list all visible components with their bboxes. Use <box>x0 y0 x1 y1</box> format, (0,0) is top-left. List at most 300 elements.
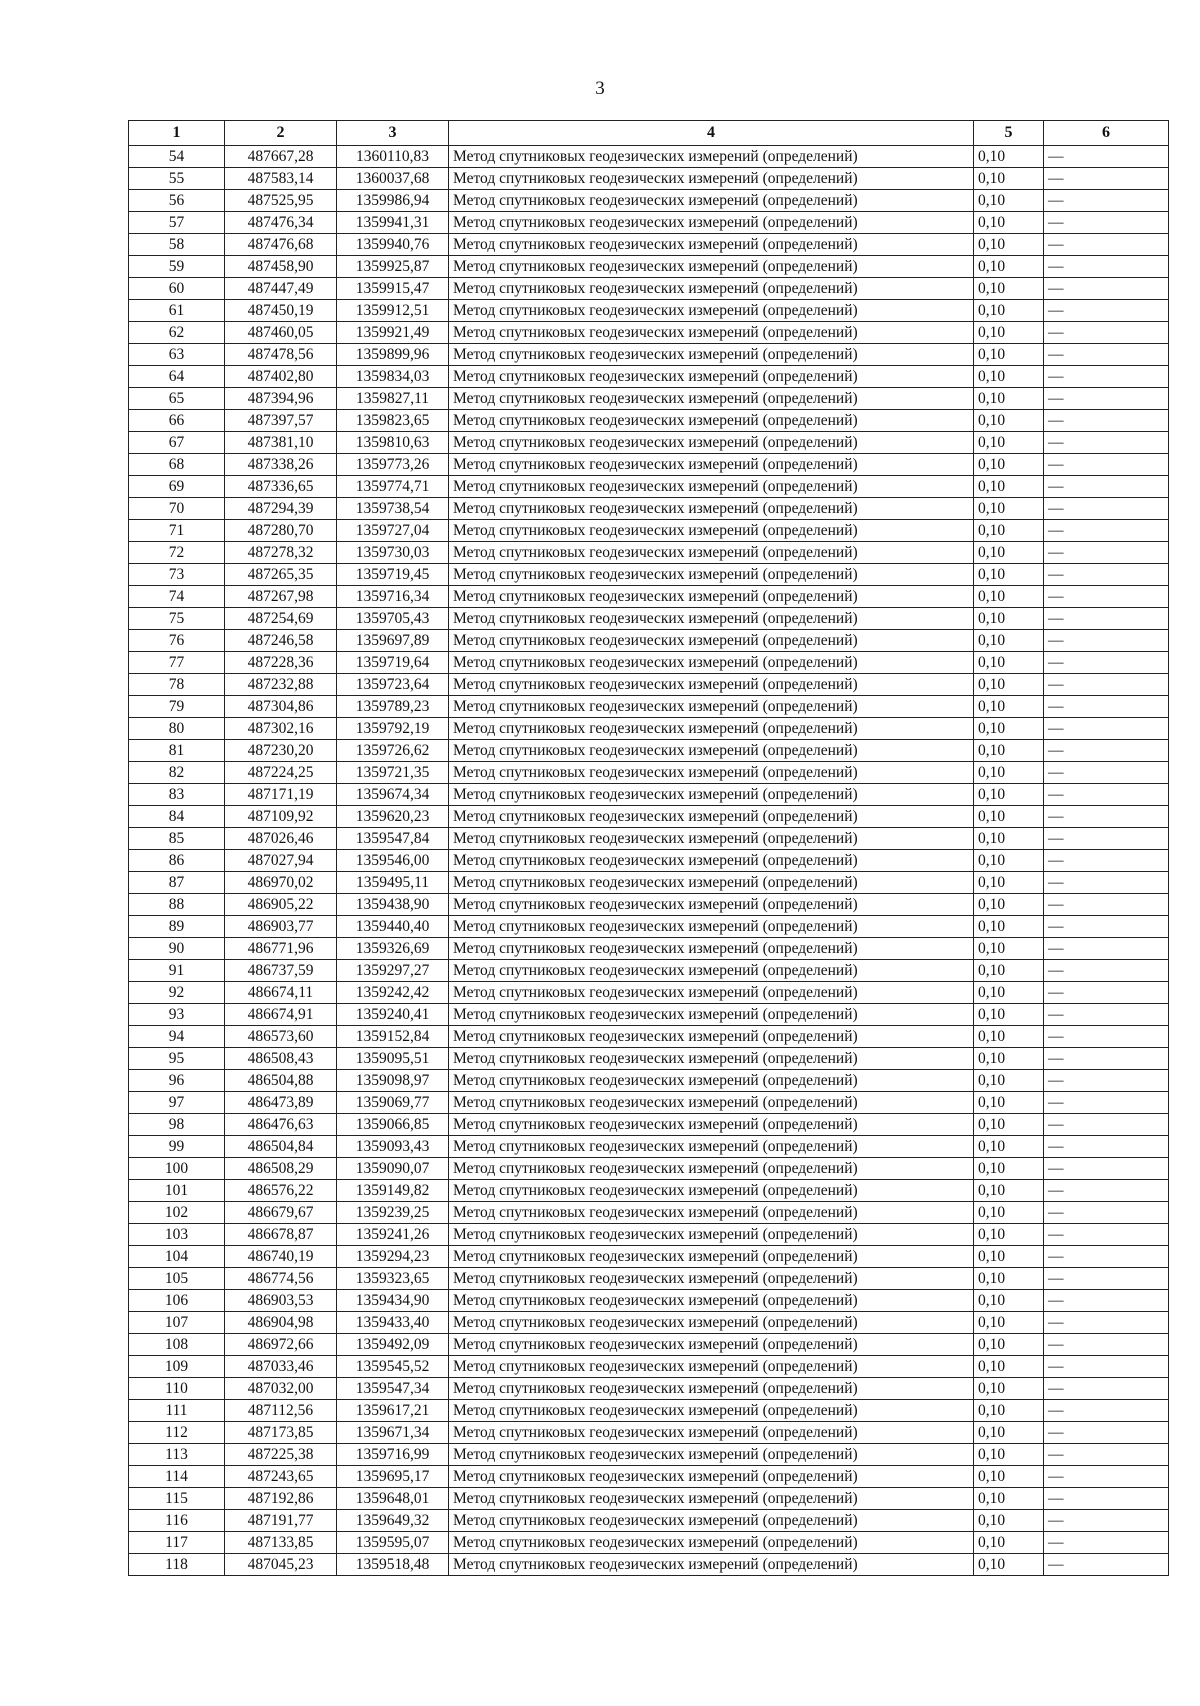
note-cell: — <box>1044 1532 1169 1554</box>
table-row <box>129 388 1169 410</box>
table-row <box>129 190 1169 212</box>
accuracy-cell: 0,10 <box>974 454 1044 476</box>
accuracy-cell: 0,10 <box>974 696 1044 718</box>
y-coordinate-cell: 1359434,90 <box>337 1290 449 1312</box>
x-coordinate-cell: 487027,94 <box>225 850 337 872</box>
note-cell: — <box>1044 1048 1169 1070</box>
x-coordinate-cell: 487230,20 <box>225 740 337 762</box>
point-number-cell: 74 <box>129 586 225 608</box>
y-coordinate-cell: 1359789,23 <box>337 696 449 718</box>
note-cell: — <box>1044 828 1169 850</box>
note-cell: — <box>1044 740 1169 762</box>
accuracy-cell: 0,10 <box>974 366 1044 388</box>
method-cell: Метод спутниковых геодезических измерений (определений) <box>449 1400 974 1422</box>
accuracy-cell: 0,10 <box>974 1356 1044 1378</box>
x-coordinate-cell: 486678,87 <box>225 1224 337 1246</box>
y-coordinate-cell: 1359940,76 <box>337 234 449 256</box>
y-coordinate-cell: 1359899,96 <box>337 344 449 366</box>
table-row <box>129 542 1169 564</box>
x-coordinate-cell: 487476,34 <box>225 212 337 234</box>
y-coordinate-cell: 1359066,85 <box>337 1114 449 1136</box>
method-cell: Метод спутниковых геодезических измерений (определений) <box>449 1290 974 1312</box>
point-number-cell: 79 <box>129 696 225 718</box>
point-number-cell: 92 <box>129 982 225 1004</box>
note-cell: — <box>1044 1026 1169 1048</box>
x-coordinate-cell: 487336,65 <box>225 476 337 498</box>
point-number-cell: 75 <box>129 608 225 630</box>
note-cell: — <box>1044 1510 1169 1532</box>
table-header <box>129 121 1169 146</box>
point-number-cell: 65 <box>129 388 225 410</box>
y-coordinate-cell: 1359773,26 <box>337 454 449 476</box>
table-row <box>129 212 1169 234</box>
y-coordinate-cell: 1359149,82 <box>337 1180 449 1202</box>
point-number-cell: 77 <box>129 652 225 674</box>
table-row <box>129 520 1169 542</box>
method-cell: Метод спутниковых геодезических измерений (определений) <box>449 1114 974 1136</box>
point-number-cell: 113 <box>129 1444 225 1466</box>
accuracy-cell: 0,10 <box>974 1334 1044 1356</box>
accuracy-cell: 0,10 <box>974 740 1044 762</box>
method-cell: Метод спутниковых геодезических измерений (определений) <box>449 1158 974 1180</box>
x-coordinate-cell: 486674,11 <box>225 982 337 1004</box>
x-coordinate-cell: 487583,14 <box>225 168 337 190</box>
table-row <box>129 894 1169 916</box>
y-coordinate-cell: 1359326,69 <box>337 938 449 960</box>
table-row <box>129 1312 1169 1334</box>
x-coordinate-cell: 486508,29 <box>225 1158 337 1180</box>
table-row <box>129 498 1169 520</box>
point-number-cell: 115 <box>129 1488 225 1510</box>
note-cell: — <box>1044 806 1169 828</box>
x-coordinate-cell: 487338,26 <box>225 454 337 476</box>
method-cell: Метод спутниковых геодезических измерений (определений) <box>449 300 974 322</box>
table-row <box>129 674 1169 696</box>
point-number-cell: 97 <box>129 1092 225 1114</box>
table-row <box>129 1422 1169 1444</box>
note-cell: — <box>1044 608 1169 630</box>
note-cell: — <box>1044 410 1169 432</box>
x-coordinate-cell: 487304,86 <box>225 696 337 718</box>
table-row <box>129 1180 1169 1202</box>
method-cell: Метод спутниковых геодезических измерений (определений) <box>449 1004 974 1026</box>
accuracy-cell: 0,10 <box>974 1092 1044 1114</box>
note-cell: — <box>1044 718 1169 740</box>
table-row <box>129 1246 1169 1268</box>
table-row <box>129 718 1169 740</box>
point-number-cell: 90 <box>129 938 225 960</box>
point-number-cell: 72 <box>129 542 225 564</box>
note-cell: — <box>1044 520 1169 542</box>
point-number-cell: 107 <box>129 1312 225 1334</box>
y-coordinate-cell: 1360110,83 <box>337 146 449 168</box>
note-cell: — <box>1044 1092 1169 1114</box>
y-coordinate-cell: 1359834,03 <box>337 366 449 388</box>
accuracy-cell: 0,10 <box>974 1510 1044 1532</box>
note-cell: — <box>1044 1224 1169 1246</box>
table-row <box>129 1092 1169 1114</box>
y-coordinate-cell: 1359152,84 <box>337 1026 449 1048</box>
accuracy-cell: 0,10 <box>974 1466 1044 1488</box>
point-number-cell: 73 <box>129 564 225 586</box>
method-cell: Метод спутниковых геодезических измерений (определений) <box>449 498 974 520</box>
note-cell: — <box>1044 586 1169 608</box>
y-coordinate-cell: 1359915,47 <box>337 278 449 300</box>
y-coordinate-cell: 1359716,34 <box>337 586 449 608</box>
point-number-cell: 54 <box>129 146 225 168</box>
table-row <box>129 146 1169 168</box>
point-number-cell: 98 <box>129 1114 225 1136</box>
method-cell: Метод спутниковых геодезических измерений (определений) <box>449 1092 974 1114</box>
y-coordinate-cell: 1359671,34 <box>337 1422 449 1444</box>
table-row <box>129 300 1169 322</box>
accuracy-cell: 0,10 <box>974 806 1044 828</box>
x-coordinate-cell: 487225,38 <box>225 1444 337 1466</box>
accuracy-cell: 0,10 <box>974 1070 1044 1092</box>
note-cell: — <box>1044 1356 1169 1378</box>
y-coordinate-cell: 1359492,09 <box>337 1334 449 1356</box>
x-coordinate-cell: 487460,05 <box>225 322 337 344</box>
method-cell: Метод спутниковых геодезических измерений (определений) <box>449 1268 974 1290</box>
accuracy-cell: 0,10 <box>974 1290 1044 1312</box>
table-row <box>129 1356 1169 1378</box>
point-number-cell: 55 <box>129 168 225 190</box>
method-cell: Метод спутниковых геодезических измерений (определений) <box>449 1224 974 1246</box>
point-number-cell: 101 <box>129 1180 225 1202</box>
note-cell: — <box>1044 190 1169 212</box>
note-cell: — <box>1044 1312 1169 1334</box>
accuracy-cell: 0,10 <box>974 1246 1044 1268</box>
table-row <box>129 1070 1169 1092</box>
method-cell: Метод спутниковых геодезических измерений (определений) <box>449 1510 974 1532</box>
table-row <box>129 1290 1169 1312</box>
point-number-cell: 104 <box>129 1246 225 1268</box>
method-cell: Метод спутниковых геодезических измерений (определений) <box>449 762 974 784</box>
method-cell: Метод спутниковых геодезических измерений (определений) <box>449 322 974 344</box>
y-coordinate-cell: 1359921,49 <box>337 322 449 344</box>
note-cell: — <box>1044 1070 1169 1092</box>
method-cell: Метод спутниковых геодезических измерений (определений) <box>449 894 974 916</box>
table-row <box>129 938 1169 960</box>
accuracy-cell: 0,10 <box>974 608 1044 630</box>
point-number-cell: 116 <box>129 1510 225 1532</box>
accuracy-cell: 0,10 <box>974 630 1044 652</box>
point-number-cell: 76 <box>129 630 225 652</box>
x-coordinate-cell: 487191,77 <box>225 1510 337 1532</box>
y-coordinate-cell: 1359090,07 <box>337 1158 449 1180</box>
method-cell: Метод спутниковых геодезических измерений (определений) <box>449 872 974 894</box>
table-row <box>129 1114 1169 1136</box>
x-coordinate-cell: 486679,67 <box>225 1202 337 1224</box>
y-coordinate-cell: 1359697,89 <box>337 630 449 652</box>
accuracy-cell: 0,10 <box>974 1268 1044 1290</box>
accuracy-cell: 0,10 <box>974 432 1044 454</box>
method-cell: Метод спутниковых геодезических измерений (определений) <box>449 278 974 300</box>
note-cell: — <box>1044 388 1169 410</box>
method-cell: Метод спутниковых геодезических измерений (определений) <box>449 366 974 388</box>
x-coordinate-cell: 487033,46 <box>225 1356 337 1378</box>
accuracy-cell: 0,10 <box>974 344 1044 366</box>
accuracy-cell: 0,10 <box>974 1158 1044 1180</box>
accuracy-cell: 0,10 <box>974 1026 1044 1048</box>
method-cell: Метод спутниковых геодезических измерений (определений) <box>449 938 974 960</box>
x-coordinate-cell: 486674,91 <box>225 1004 337 1026</box>
note-cell: — <box>1044 564 1169 586</box>
table-body <box>129 146 1169 1576</box>
point-number-cell: 110 <box>129 1378 225 1400</box>
x-coordinate-cell: 487171,19 <box>225 784 337 806</box>
method-cell: Метод спутниковых геодезических измерений (определений) <box>449 630 974 652</box>
accuracy-cell: 0,10 <box>974 1532 1044 1554</box>
table-row <box>129 1510 1169 1532</box>
method-cell: Метод спутниковых геодезических измерений (определений) <box>449 344 974 366</box>
y-coordinate-cell: 1359545,52 <box>337 1356 449 1378</box>
y-coordinate-cell: 1359069,77 <box>337 1092 449 1114</box>
x-coordinate-cell: 487032,00 <box>225 1378 337 1400</box>
method-cell: Метод спутниковых геодезических измерений (определений) <box>449 1334 974 1356</box>
method-cell: Метод спутниковых геодезических измерений (определений) <box>449 652 974 674</box>
method-cell: Метод спутниковых геодезических измерений (определений) <box>449 432 974 454</box>
table-row <box>129 322 1169 344</box>
method-cell: Метод спутниковых геодезических измерений (определений) <box>449 1422 974 1444</box>
note-cell: — <box>1044 894 1169 916</box>
y-coordinate-cell: 1359925,87 <box>337 256 449 278</box>
point-number-cell: 62 <box>129 322 225 344</box>
point-number-cell: 59 <box>129 256 225 278</box>
point-number-cell: 56 <box>129 190 225 212</box>
method-cell: Метод спутниковых геодезических измерений (определений) <box>449 1202 974 1224</box>
method-cell: Метод спутниковых геодезических измерений (определений) <box>449 256 974 278</box>
table-row <box>129 806 1169 828</box>
note-cell: — <box>1044 542 1169 564</box>
x-coordinate-cell: 486576,22 <box>225 1180 337 1202</box>
point-number-cell: 112 <box>129 1422 225 1444</box>
point-number-cell: 61 <box>129 300 225 322</box>
table-row <box>129 850 1169 872</box>
y-coordinate-cell: 1359792,19 <box>337 718 449 740</box>
point-number-cell: 78 <box>129 674 225 696</box>
x-coordinate-cell: 487381,10 <box>225 432 337 454</box>
point-number-cell: 83 <box>129 784 225 806</box>
table-row <box>129 1400 1169 1422</box>
accuracy-cell: 0,10 <box>974 1488 1044 1510</box>
accuracy-cell: 0,10 <box>974 410 1044 432</box>
table-row <box>129 1532 1169 1554</box>
table-row <box>129 586 1169 608</box>
x-coordinate-cell: 487302,16 <box>225 718 337 740</box>
note-cell: — <box>1044 432 1169 454</box>
point-number-cell: 95 <box>129 1048 225 1070</box>
method-cell: Метод спутниковых геодезических измерений (определений) <box>449 410 974 432</box>
note-cell: — <box>1044 278 1169 300</box>
accuracy-cell: 0,10 <box>974 762 1044 784</box>
y-coordinate-cell: 1359242,42 <box>337 982 449 1004</box>
point-number-cell: 86 <box>129 850 225 872</box>
y-coordinate-cell: 1359438,90 <box>337 894 449 916</box>
table-row <box>129 1158 1169 1180</box>
table-row <box>129 1378 1169 1400</box>
accuracy-cell: 0,10 <box>974 256 1044 278</box>
method-cell: Метод спутниковых геодезических измерений (определений) <box>449 608 974 630</box>
y-coordinate-cell: 1359297,27 <box>337 960 449 982</box>
y-coordinate-cell: 1359912,51 <box>337 300 449 322</box>
point-number-cell: 108 <box>129 1334 225 1356</box>
point-number-cell: 94 <box>129 1026 225 1048</box>
note-cell: — <box>1044 1444 1169 1466</box>
method-cell: Метод спутниковых геодезических измерений (определений) <box>449 696 974 718</box>
accuracy-cell: 0,10 <box>974 1004 1044 1026</box>
y-coordinate-cell: 1359774,71 <box>337 476 449 498</box>
method-cell: Метод спутниковых геодезических измерений (определений) <box>449 168 974 190</box>
note-cell: — <box>1044 872 1169 894</box>
point-number-cell: 102 <box>129 1202 225 1224</box>
y-coordinate-cell: 1359723,64 <box>337 674 449 696</box>
method-cell: Метод спутниковых геодезических измерений (определений) <box>449 1312 974 1334</box>
method-cell: Метод спутниковых геодезических измерений (определений) <box>449 564 974 586</box>
note-cell: — <box>1044 300 1169 322</box>
accuracy-cell: 0,10 <box>974 300 1044 322</box>
table-row <box>129 608 1169 630</box>
point-number-cell: 84 <box>129 806 225 828</box>
x-coordinate-cell: 486573,60 <box>225 1026 337 1048</box>
accuracy-cell: 0,10 <box>974 916 1044 938</box>
note-cell: — <box>1044 1554 1169 1576</box>
table-row <box>129 1488 1169 1510</box>
note-cell: — <box>1044 674 1169 696</box>
point-number-cell: 85 <box>129 828 225 850</box>
point-number-cell: 91 <box>129 960 225 982</box>
point-number-cell: 111 <box>129 1400 225 1422</box>
note-cell: — <box>1044 234 1169 256</box>
note-cell: — <box>1044 1202 1169 1224</box>
method-cell: Метод спутниковых геодезических измерений (определений) <box>449 1554 974 1576</box>
y-coordinate-cell: 1359323,65 <box>337 1268 449 1290</box>
accuracy-cell: 0,10 <box>974 168 1044 190</box>
point-number-cell: 71 <box>129 520 225 542</box>
note-cell: — <box>1044 146 1169 168</box>
point-number-cell: 114 <box>129 1466 225 1488</box>
note-cell: — <box>1044 256 1169 278</box>
x-coordinate-cell: 486904,98 <box>225 1312 337 1334</box>
column-header-2: 2 <box>225 121 337 146</box>
method-cell: Метод спутниковых геодезических измерений (определений) <box>449 1136 974 1158</box>
accuracy-cell: 0,10 <box>974 1554 1044 1576</box>
point-number-cell: 80 <box>129 718 225 740</box>
note-cell: — <box>1044 960 1169 982</box>
y-coordinate-cell: 1359241,26 <box>337 1224 449 1246</box>
y-coordinate-cell: 1359495,11 <box>337 872 449 894</box>
accuracy-cell: 0,10 <box>974 894 1044 916</box>
note-cell: — <box>1044 1246 1169 1268</box>
y-coordinate-cell: 1359239,25 <box>337 1202 449 1224</box>
method-cell: Метод спутниковых геодезических измерений (определений) <box>449 674 974 696</box>
y-coordinate-cell: 1359716,99 <box>337 1444 449 1466</box>
note-cell: — <box>1044 784 1169 806</box>
x-coordinate-cell: 487265,35 <box>225 564 337 586</box>
x-coordinate-cell: 486740,19 <box>225 1246 337 1268</box>
x-coordinate-cell: 487133,85 <box>225 1532 337 1554</box>
point-number-cell: 96 <box>129 1070 225 1092</box>
accuracy-cell: 0,10 <box>974 938 1044 960</box>
point-number-cell: 60 <box>129 278 225 300</box>
y-coordinate-cell: 1359695,17 <box>337 1466 449 1488</box>
x-coordinate-cell: 486903,77 <box>225 916 337 938</box>
method-cell: Метод спутниковых геодезических измерений (определений) <box>449 1070 974 1092</box>
table-row <box>129 1048 1169 1070</box>
method-cell: Метод спутниковых геодезических измерений (определений) <box>449 234 974 256</box>
method-cell: Метод спутниковых геодезических измерений (определений) <box>449 212 974 234</box>
x-coordinate-cell: 487458,90 <box>225 256 337 278</box>
table-row <box>129 454 1169 476</box>
point-number-cell: 117 <box>129 1532 225 1554</box>
accuracy-cell: 0,10 <box>974 498 1044 520</box>
accuracy-cell: 0,10 <box>974 234 1044 256</box>
x-coordinate-cell: 486504,88 <box>225 1070 337 1092</box>
point-number-cell: 64 <box>129 366 225 388</box>
x-coordinate-cell: 487278,32 <box>225 542 337 564</box>
table-row <box>129 872 1169 894</box>
table-row <box>129 916 1169 938</box>
method-cell: Метод спутниковых геодезических измерений (определений) <box>449 850 974 872</box>
accuracy-cell: 0,10 <box>974 278 1044 300</box>
y-coordinate-cell: 1359546,00 <box>337 850 449 872</box>
table-row <box>129 1268 1169 1290</box>
accuracy-cell: 0,10 <box>974 388 1044 410</box>
note-cell: — <box>1044 454 1169 476</box>
y-coordinate-cell: 1359705,43 <box>337 608 449 630</box>
x-coordinate-cell: 486771,96 <box>225 938 337 960</box>
method-cell: Метод спутниковых геодезических измерений (определений) <box>449 960 974 982</box>
x-coordinate-cell: 487109,92 <box>225 806 337 828</box>
x-coordinate-cell: 487294,39 <box>225 498 337 520</box>
y-coordinate-cell: 1359093,43 <box>337 1136 449 1158</box>
x-coordinate-cell: 487246,58 <box>225 630 337 652</box>
method-cell: Метод спутниковых геодезических измерений (определений) <box>449 520 974 542</box>
table-row <box>129 1004 1169 1026</box>
accuracy-cell: 0,10 <box>974 982 1044 1004</box>
x-coordinate-cell: 487192,86 <box>225 1488 337 1510</box>
point-number-cell: 87 <box>129 872 225 894</box>
accuracy-cell: 0,10 <box>974 1444 1044 1466</box>
x-coordinate-cell: 487450,19 <box>225 300 337 322</box>
y-coordinate-cell: 1359595,07 <box>337 1532 449 1554</box>
table-row <box>129 1224 1169 1246</box>
x-coordinate-cell: 486476,63 <box>225 1114 337 1136</box>
accuracy-cell: 0,10 <box>974 652 1044 674</box>
note-cell: — <box>1044 1268 1169 1290</box>
accuracy-cell: 0,10 <box>974 586 1044 608</box>
method-cell: Метод спутниковых геодезических измерений (определений) <box>449 1532 974 1554</box>
point-number-cell: 63 <box>129 344 225 366</box>
table-row <box>129 1444 1169 1466</box>
note-cell: — <box>1044 1114 1169 1136</box>
table-row <box>129 366 1169 388</box>
y-coordinate-cell: 1359810,63 <box>337 432 449 454</box>
point-number-cell: 118 <box>129 1554 225 1576</box>
table-row <box>129 234 1169 256</box>
point-number-cell: 58 <box>129 234 225 256</box>
table-row <box>129 168 1169 190</box>
note-cell: — <box>1044 344 1169 366</box>
point-number-cell: 57 <box>129 212 225 234</box>
page-number: 3 <box>595 78 605 99</box>
table-row <box>129 1026 1169 1048</box>
accuracy-cell: 0,10 <box>974 828 1044 850</box>
accuracy-cell: 0,10 <box>974 674 1044 696</box>
x-coordinate-cell: 487478,56 <box>225 344 337 366</box>
point-number-cell: 99 <box>129 1136 225 1158</box>
note-cell: — <box>1044 366 1169 388</box>
